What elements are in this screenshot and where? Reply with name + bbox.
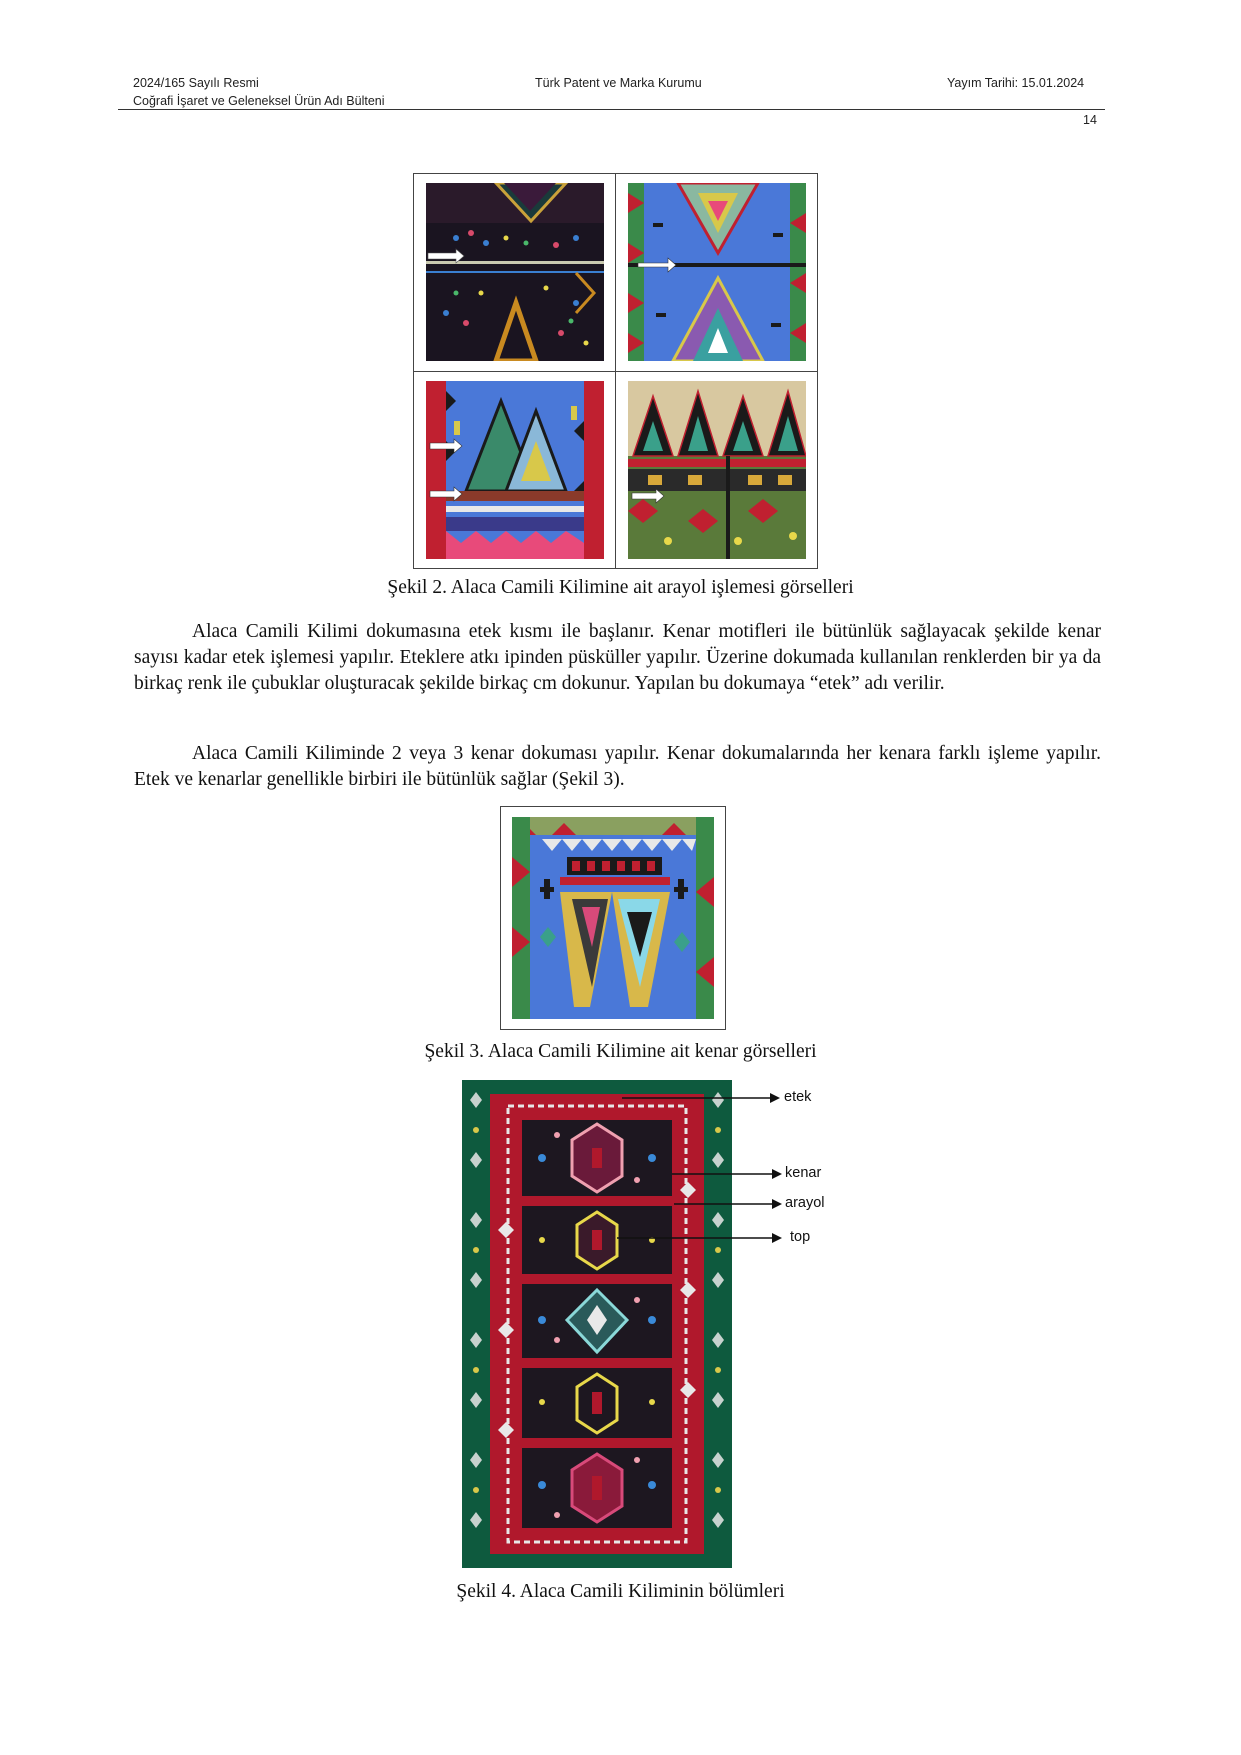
paragraph-etek: Alaca Camili Kilimi dokumasına etek kısmı ile başlanır. Kenar motifleri ile bütünlük sağlayacak şekilde kenar sayısı kadar etek işlemesi yapılır. Eteklere atkı ipinden püsküller yapılır. Üzerine dokumada kullanılan renklerden bir ya da birkaç renk ile çubuklar oluşturacak şekilde birkaç cm dokunur. Yapılan bu dokumaya “etek” adı verilir. — [134, 621, 1101, 694]
paragraph-kenar: Alaca Camili Kiliminde 2 veya 3 kenar dokuması yapılır. Kenar dokumalarında her kenara farklı işleme yapılır. Etek ve kenarlar genellikle birbiri ile bütünlük sağlar (Şekil 3). — [134, 743, 1101, 790]
header-bulletin: Coğrafi İşaret ve Geleneksel Ürün Adı Bülteni — [133, 94, 385, 108]
header-date: Yayım Tarihi: 15.01.2024 — [947, 76, 1085, 90]
label-arayol: arayol — [785, 1195, 825, 1211]
kilim-arayol-photo-2 — [615, 174, 817, 371]
kilim-arayol-photo-1 — [414, 174, 615, 371]
figure3-caption: Şekil 3. Alaca Camili Kilimine ait kenar görselleri — [424, 1041, 817, 1062]
figure4-kilim-diagram — [462, 1080, 842, 1573]
header-issue: 2024/165 Sayılı Resmi — [133, 76, 259, 90]
kilim-arayol-photo-4 — [615, 371, 817, 569]
header-rule — [118, 109, 1105, 110]
figure4-caption: Şekil 4. Alaca Camili Kiliminin bölümleri — [456, 1581, 785, 1602]
label-top: top — [790, 1229, 811, 1245]
label-etek: etek — [784, 1089, 812, 1105]
kilim-arayol-photo-3 — [414, 371, 615, 569]
header-institution: Türk Patent ve Marka Kurumu — [535, 76, 702, 90]
figure3-kenar-photo — [500, 806, 726, 1030]
figure2-caption: Şekil 2. Alaca Camili Kilimine ait arayol işlemesi görselleri — [387, 577, 854, 598]
label-kenar: kenar — [785, 1165, 822, 1181]
figure2-photo-grid — [413, 173, 818, 569]
page-number: 14 — [1083, 113, 1097, 127]
